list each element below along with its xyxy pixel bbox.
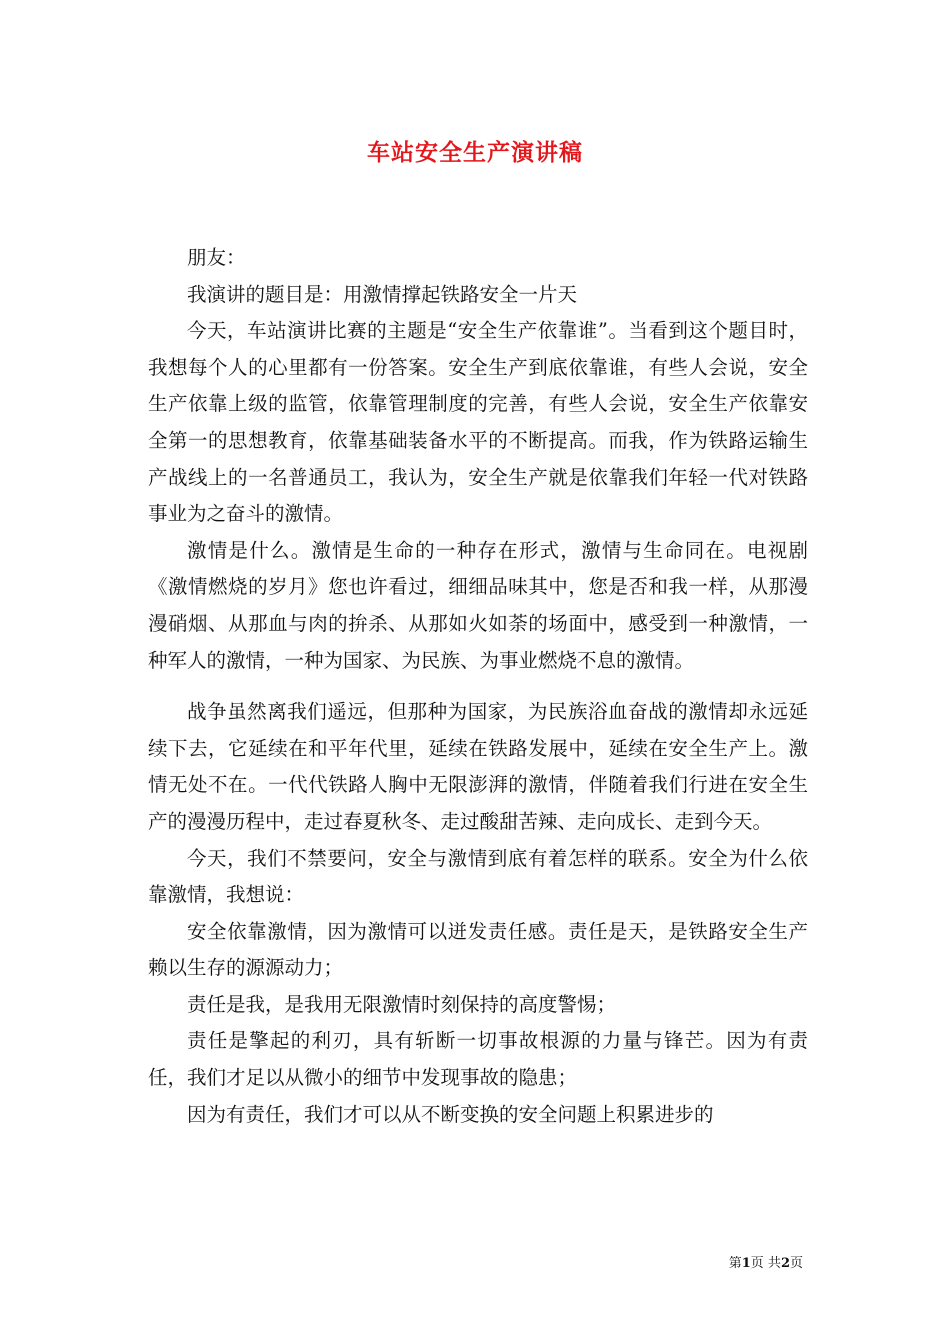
paragraph: 今天，我们不禁要问，安全与激情到底有着怎样的联系。安全为什么依靠激情，我想说： (148, 846, 808, 907)
page-number-middle: 页 共 (750, 1256, 781, 1271)
paragraph: 责任是我，是我用无限激情时刻保持的高度警惕； (187, 992, 617, 1016)
paragraph-greeting: 朋友： (187, 246, 246, 269)
page-number (729, 1252, 803, 1271)
paragraph-topic: 我演讲的题目是：用激情撑起铁路安全一片天 (187, 282, 578, 306)
current-page: 1 (741, 1256, 751, 1271)
paragraph: 安全依靠激情，因为激情可以迸发责任感。责任是天，是铁路安全生产赖以生存的源源动力； (148, 919, 808, 980)
paragraph: 因为有责任，我们才可以从不断变换的安全问题上积累进步的 (187, 1102, 714, 1126)
document-body (148, 240, 808, 1133)
document-title: 车站安全生产演讲稿 (367, 139, 583, 166)
page-number-suffix: 页 (789, 1256, 803, 1271)
paragraph: 激情是什么。激情是生命的一种存在形式，激情与生命同在。电视剧《激情燃烧的岁月》您也许看过，细细品味其中，您是否和我一样，从那漫漫硝烟、从那血与肉的拚杀、从那如火如荼的场面中，感受到一种激情，一种军人的激情，一种为国家、为民族、为事业燃烧不息的激情。 (148, 538, 808, 672)
total-pages: 2 (780, 1256, 790, 1271)
page-number-prefix: 第 (728, 1256, 742, 1271)
paragraph: 责任是擎起的利刃，具有斩断一切事故根源的力量与锋芒。因为有责任，我们才足以从微小的细节中发现事故的隐患； (148, 1029, 808, 1090)
paragraph: 今天，车站演讲比赛的主题是“安全生产依靠谁”。当看到这个题目时，我想每个人的心里都有一份答案。安全生产到底依靠谁，有些人会说，安全生产依靠上级的监管，依靠管理制度的完善，有些人会说，安全生产依靠安全第一的思想教育，依靠基础装备水平的不断提高。而我，作为铁路运输生产战线上的一名普通员工，我认为，安全生产就是依靠我们年轻一代对铁路事业为之奋斗的激情。 (148, 319, 808, 526)
paragraph: 战争虽然离我们遥远，但那种为国家，为民族浴血奋战的激情却永远延续下去，它延续在和平年代里，延续在铁路发展中，延续在安全生产上。激情无处不在。一代代铁路人胸中无限澎湃的激情，伴随着我们行进在安全生产的漫漫历程中，走过春夏秋冬、走过酸甜苦辣、走向成长、走到今天。 (148, 700, 808, 833)
